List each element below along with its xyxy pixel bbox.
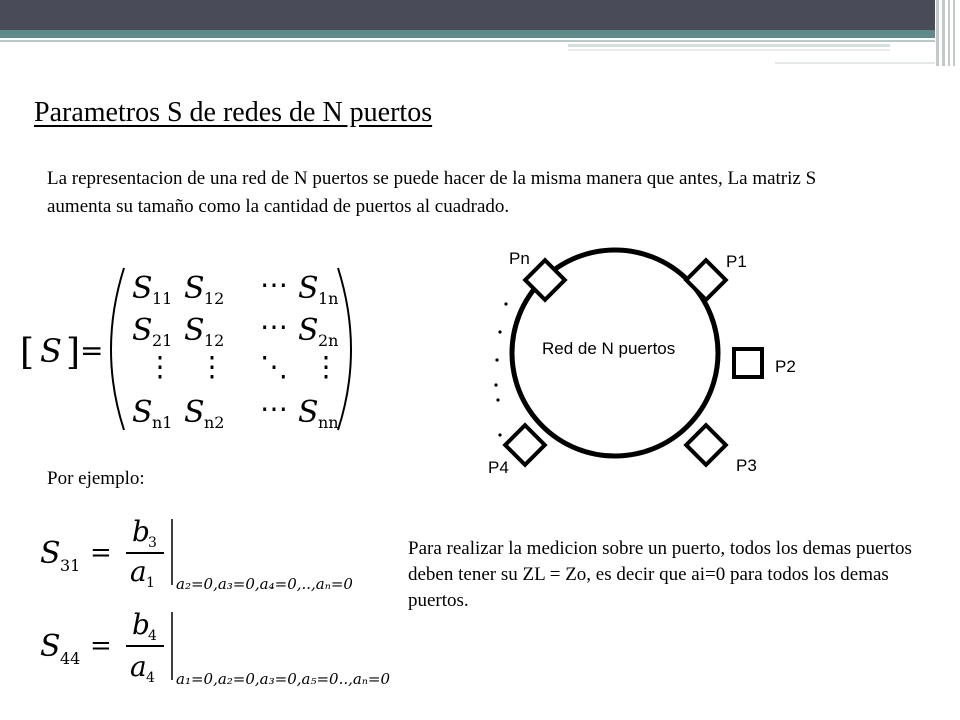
port-ellipsis-dots (494, 302, 507, 436)
formula-denominator: a (130, 555, 147, 588)
slide-title: Parametros S de redes de N puertos (34, 97, 433, 128)
formula-lhs: S (40, 536, 61, 571)
formula-lhs: S (40, 629, 61, 664)
header-vertical-rule (942, 0, 945, 66)
lhs-symbol: S (40, 332, 62, 370)
formula-s31 (40, 515, 380, 605)
matrix-entry-subscript: 21 (152, 331, 173, 350)
formula-equals: = (90, 631, 112, 661)
header-rule (0, 40, 935, 42)
port-p2-box (734, 349, 762, 377)
formula-numerator: b (132, 608, 150, 641)
header-vertical-rule (948, 0, 950, 66)
formula-denominator-sub: 4 (146, 670, 155, 686)
formula-numerator-sub: 3 (148, 535, 157, 551)
formula-lhs-sub: 44 (60, 649, 81, 668)
formula-lhs-sub: 31 (60, 556, 81, 575)
matrix-entry-subscript: nn (318, 413, 339, 432)
port-pn-label: Pn (509, 249, 530, 268)
port-p3-label: P3 (736, 456, 757, 475)
matrix-entry: S (298, 313, 319, 348)
matrix-entry: S (132, 271, 153, 306)
matrix-entry: ⋯ (260, 310, 288, 343)
n-port-network-diagram (480, 240, 800, 480)
s-matrix-equation (20, 262, 380, 442)
matrix-entry: ⋮ (312, 350, 340, 383)
port-p4-label: P4 (488, 458, 509, 477)
matrix-entry-subscript: 11 (152, 289, 173, 308)
port-p2-label: P2 (775, 357, 796, 376)
matrix-entry: ⋱ (260, 350, 288, 383)
formula-numerator: b (132, 515, 150, 548)
port-p1-label: P1 (726, 252, 747, 271)
matrix-entry-subscript: 1n (318, 289, 339, 308)
formula-condition: a₂=0,a₃=0,a₄=0,..,aₙ=0 (176, 575, 353, 593)
header-teal-bar (0, 30, 935, 38)
matrix-entry-subscript: n1 (152, 413, 173, 432)
slide-header-band (0, 0, 960, 80)
formula-condition: a₁=0,a₂=0,a₃=0,a₅=0..,aₙ=0 (176, 670, 391, 688)
formula-equals: = (90, 538, 112, 568)
matrix-entry: ⋯ (260, 268, 288, 301)
matrix-entry: S (132, 313, 153, 348)
formula-denominator: a (130, 650, 147, 683)
header-rule (568, 49, 890, 51)
matrix-entry-subscript: 12 (204, 331, 225, 350)
header-vertical-rule (953, 0, 955, 66)
equals-sign: = (80, 334, 104, 367)
intro-paragraph: La representacion de una red de N puertos se puede hacer de la misma manera que antes, La matriz S aumenta su tamaño como la cantidad de puertos al cuadrado. (47, 168, 817, 217)
matrix-paren-right (338, 268, 351, 430)
matrix-entry: S (184, 395, 205, 430)
header-rule (775, 62, 935, 64)
port-p3-box (686, 425, 726, 465)
formula-numerator-sub: 4 (148, 628, 157, 644)
matrix-entry: ⋮ (146, 350, 174, 383)
matrix-entry: S (298, 271, 319, 306)
matrix-entry: S (184, 271, 205, 306)
matrix-entry: S (298, 395, 319, 430)
matrix-entry: S (132, 395, 153, 430)
header-vertical-rule (936, 0, 939, 66)
matrix-entry-subscript: 2n (318, 331, 339, 350)
lhs-bracket-left: [ (20, 332, 35, 373)
port-p4-box (505, 425, 545, 465)
matrix-paren-left (111, 268, 124, 430)
matrix-entry-subscript: 12 (204, 289, 225, 308)
example-label: Por ejemplo: (47, 468, 145, 489)
port-p1-box (686, 260, 726, 300)
lhs-bracket-right: ] (66, 332, 81, 373)
formula-s44 (40, 606, 391, 696)
header-dark-bar (0, 0, 935, 30)
measurement-note: Para realizar la medicion sobre un puerto, todos los demas puertos deben tener su ZL = Zo, es decir que ai=0 para todos los demas puertos. (408, 538, 912, 611)
formula-denominator-sub: 1 (146, 575, 155, 591)
matrix-entry: S (184, 313, 205, 348)
header-rule (568, 44, 890, 47)
matrix-entry: ⋮ (198, 350, 226, 383)
matrix-entry-subscript: n2 (204, 413, 225, 432)
network-center-label: Red de N puertos (542, 339, 676, 358)
matrix-entry: ⋯ (260, 392, 288, 425)
